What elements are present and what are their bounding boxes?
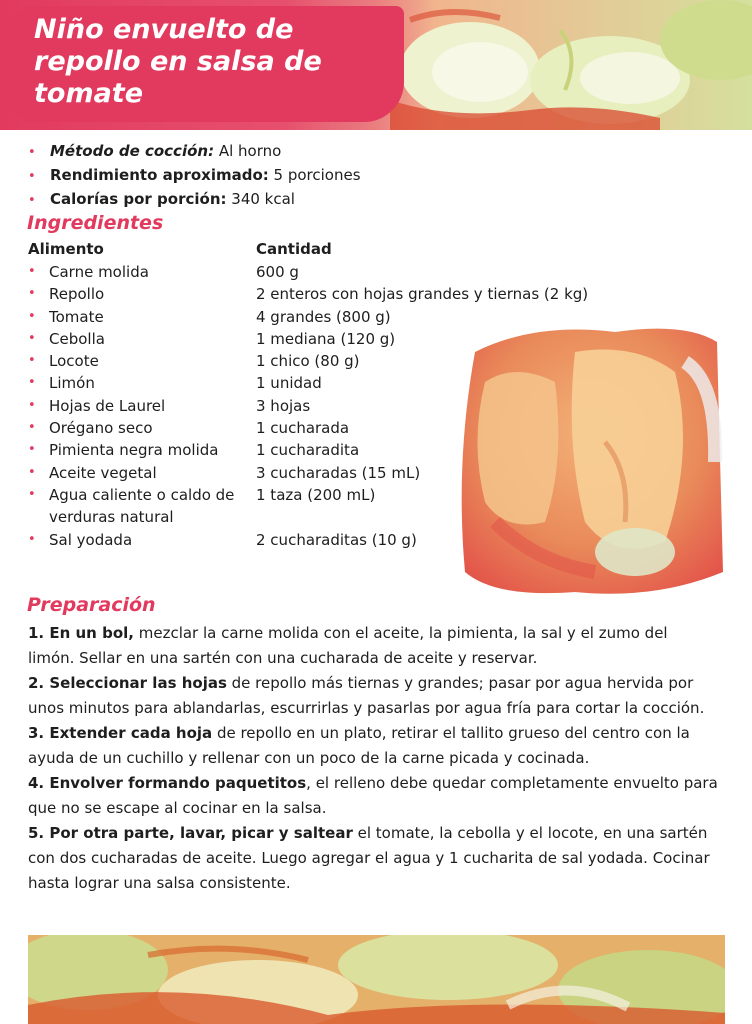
bullet-icon: •: [28, 169, 36, 184]
preparation-step: [28, 771, 718, 821]
bullet-icon: •: [28, 397, 36, 413]
bullet-icon: •: [28, 330, 36, 346]
ingredient-name: Aceite vegetal: [49, 463, 157, 482]
ingredient-row: [28, 283, 648, 305]
ingredient-quantity: 1 mediana (120 g): [256, 329, 396, 348]
ingredient-name: Tomate: [49, 307, 104, 326]
bullet-icon: •: [28, 486, 36, 502]
ingredient-quantity: 3 hojas: [256, 396, 311, 415]
bullet-icon: •: [28, 193, 36, 208]
ingredient-quantity: 1 unidad: [256, 374, 322, 393]
preparation-steps: [28, 621, 718, 896]
step-text: el tomate, la cebolla y el locote, en una sartén con dos cucharadas de aceite. Luego agregar el agua y 1 cucharita de sal yodada. Cocinar hasta lograr una salsa consistente.: [28, 824, 710, 892]
bullet-icon: •: [28, 353, 36, 369]
bullet-icon: •: [28, 308, 36, 324]
step-lead: 2. Seleccionar las hojas: [28, 674, 227, 692]
meta-label: Calorías por porción:: [50, 190, 227, 208]
ingredient-name: Agua caliente o caldo de verduras natural: [49, 485, 235, 527]
preparation-step: [28, 621, 718, 671]
ingredient-quantity: 2 enteros con hojas grandes y tiernas (2 kg): [256, 285, 589, 304]
ingredient-name: Limón: [49, 374, 95, 393]
ingredient-quantity: 1 cucharada: [256, 419, 350, 438]
meta-value: 340 kcal: [226, 190, 295, 208]
recipe-meta-list: [28, 140, 361, 212]
bullet-icon: •: [28, 464, 36, 480]
ingredient-name: Hojas de Laurel: [49, 396, 166, 415]
step-lead: 4. Envolver formando paquetitos: [28, 774, 307, 792]
ingredient-name: Orégano seco: [49, 419, 153, 438]
ingredient-row: [28, 261, 648, 283]
preparation-heading: Preparación: [27, 594, 156, 616]
step-text: mezclar la carne molida con el aceite, la pimienta, la sal y el zumo del limón. Sellar en una sartén con una cucharada de aceite y reservar.: [28, 624, 668, 667]
ingredient-quantity: 1 chico (80 g): [256, 352, 360, 371]
meta-label: Rendimiento aproximado:: [50, 166, 269, 184]
bullet-icon: •: [28, 442, 36, 458]
column-header-food: Alimento: [28, 240, 104, 258]
bullet-icon: •: [28, 264, 36, 279]
ingredient-quantity: 1 taza (200 mL): [256, 485, 376, 504]
ingredient-name: Cebolla: [49, 329, 105, 348]
ingredients-heading: Ingredientes: [27, 212, 164, 234]
ingredient-quantity: 600 g: [256, 263, 299, 281]
meta-yield: [28, 164, 361, 188]
recipe-title: Niño envuelto de repollo en salsa de tomate: [34, 14, 322, 109]
step-lead: 1. En un bol,: [28, 624, 134, 642]
bullet-icon: •: [28, 420, 36, 436]
ingredient-name: Pimienta negra molida: [49, 441, 219, 460]
step-lead: 3. Extender cada hoja: [28, 724, 213, 742]
meta-value: 5 porciones: [268, 166, 361, 184]
ingredient-quantity: 2 cucharaditas (10 g): [256, 530, 417, 549]
column-header-quantity: Cantidad: [256, 240, 332, 258]
bullet-icon: •: [28, 145, 36, 160]
ingredient-name: Sal yodada: [49, 530, 133, 549]
ingredient-name: Carne molida: [49, 263, 149, 281]
bullet-icon: •: [28, 531, 36, 547]
step-text: , el relleno debe quedar completamente envuelto para que no se escape al cocinar en la salsa.: [28, 774, 718, 817]
preparation-step: [28, 821, 718, 896]
step-text: de repollo más tiernas y grandes; pasar por agua hervida por unos minutos para ablandarlas, escurrirlas y pasarlas por agua fría para cortar la cocción.: [28, 674, 705, 717]
preparation-step: [28, 671, 718, 721]
cabbage-rolls-photo: [455, 322, 725, 600]
meta-calories: [28, 188, 361, 212]
header-banner: [0, 0, 752, 130]
bullet-icon: •: [28, 375, 36, 391]
meta-label: Método de cocción:: [50, 142, 215, 160]
ingredient-quantity: 4 grandes (800 g): [256, 307, 391, 326]
cabbage-rolls-bottom-image: [28, 935, 725, 1024]
step-text: de repollo en un plato, retirar el tallito grueso del centro con la ayuda de un cuchillo y rellenar con un poco de la carne picada y cocinada.: [28, 724, 690, 767]
ingredient-quantity: 1 cucharadita: [256, 441, 360, 460]
ingredient-quantity: 3 cucharadas (15 mL): [256, 463, 421, 482]
meta-cooking-method: [28, 140, 361, 164]
preparation-step: [28, 721, 718, 771]
ingredient-name: Locote: [49, 352, 99, 371]
meta-value: Al horno: [214, 142, 282, 160]
ingredient-name: Repollo: [49, 285, 105, 304]
bullet-icon: •: [28, 286, 36, 302]
step-lead: 5. Por otra parte, lavar, picar y saltear: [28, 824, 353, 842]
